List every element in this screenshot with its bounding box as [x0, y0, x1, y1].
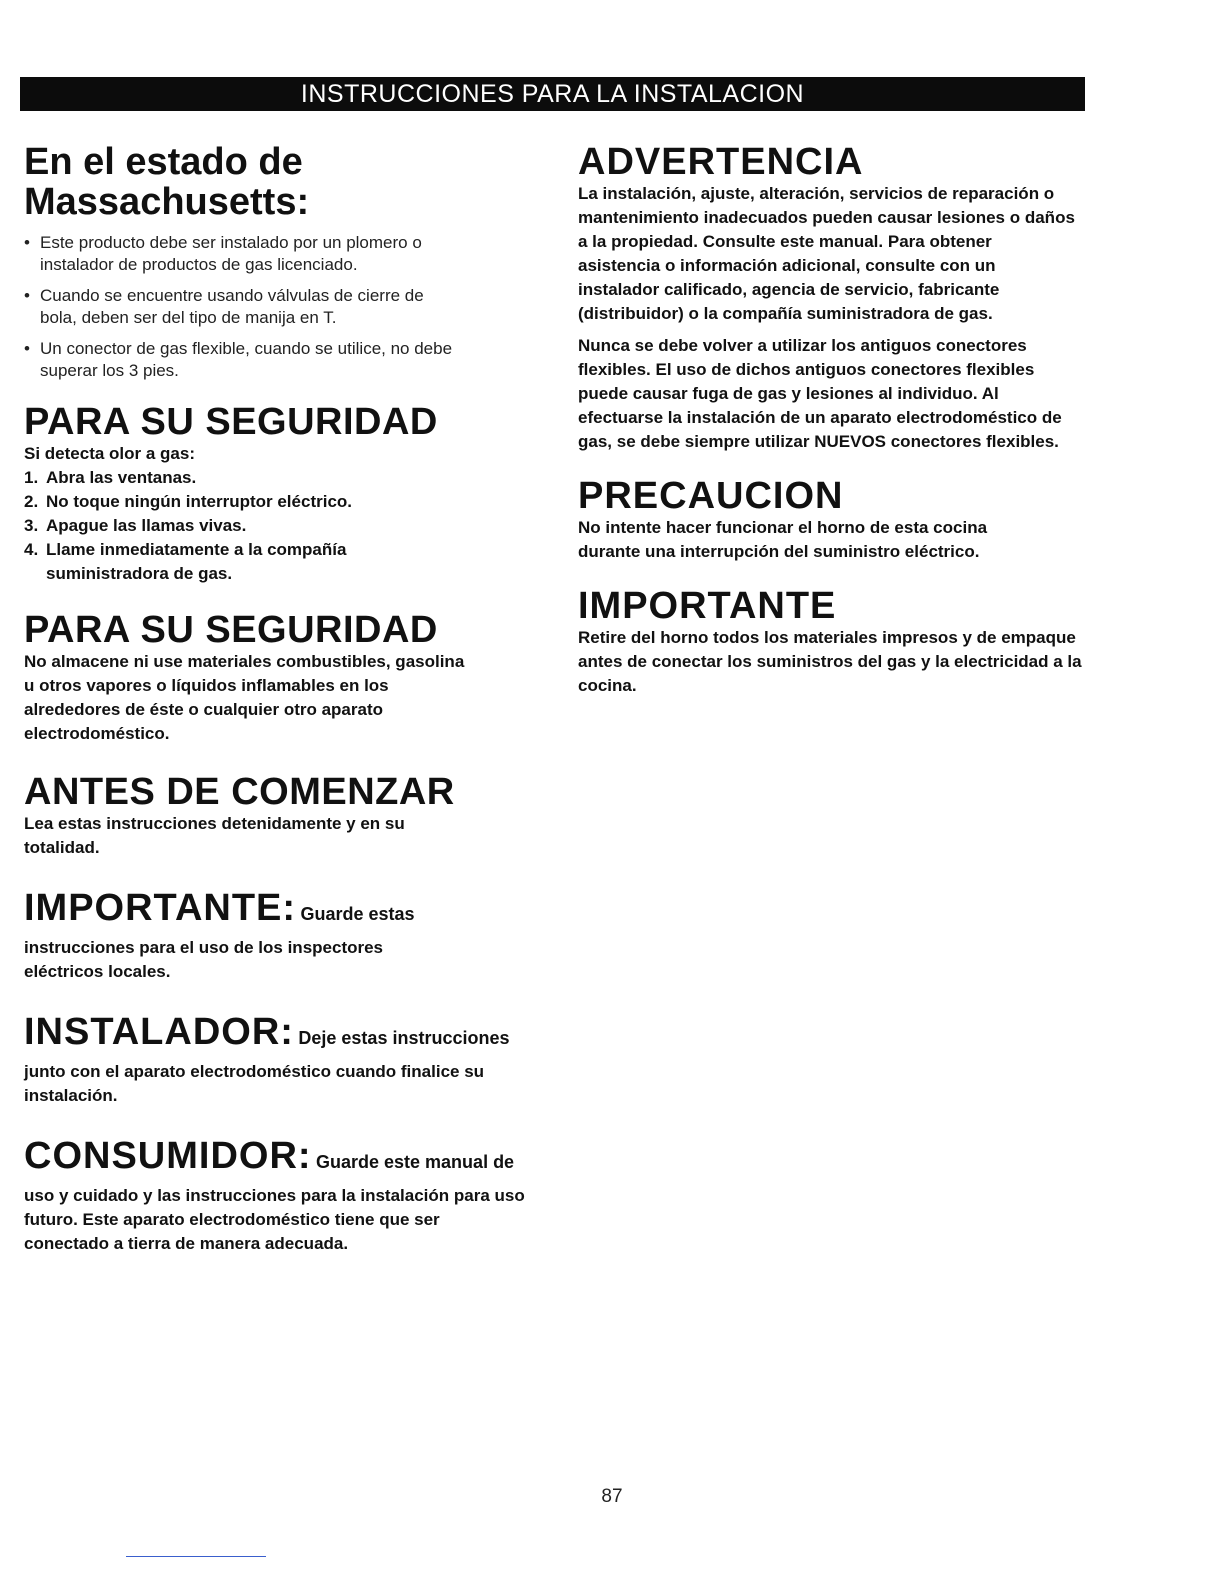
section-heading: IMPORTANTE: [578, 585, 837, 627]
importante-section: [578, 586, 1098, 698]
page-number: 87: [601, 1486, 623, 1507]
section-text: junto con el aparato electrodoméstico cuando finalice su instalación.: [24, 1062, 485, 1105]
massachusetts-section: [24, 142, 544, 382]
antes-section: [24, 772, 544, 860]
section-text: Lea estas instrucciones detenidamente y en su totalidad.: [24, 814, 405, 857]
left-column: [24, 138, 544, 1256]
list-item: 3. Apague las llamas vivas.: [24, 516, 247, 535]
list-item: • Cuando se encuentre usando válvulas de cierre de bola, deben ser del tipo de manija en T.: [24, 285, 464, 329]
footer-divider: [126, 1556, 266, 1557]
massachusetts-title: [24, 142, 544, 222]
section-intro: Si detecta olor a gas:: [24, 444, 195, 463]
seguridad-gas-section: [24, 402, 544, 586]
precaucion-section: [578, 476, 1098, 564]
consumidor-section: [24, 1136, 544, 1256]
instalador-section: [24, 1012, 544, 1108]
section-lead: Deje estas instrucciones: [298, 1028, 510, 1048]
section-heading: ANTES DE COMENZAR: [24, 771, 455, 813]
list-item: 2. No toque ningún interruptor eléctrico.: [24, 492, 352, 511]
section-text: instrucciones para el uso de los inspectores eléctricos locales.: [24, 938, 384, 981]
massachusetts-bullet-list: [24, 232, 464, 382]
section-heading: PARA SU SEGURIDAD: [24, 609, 438, 651]
right-column: [578, 138, 1098, 698]
section-text: uso y cuidado y las instrucciones para la instalación para uso futuro. Este aparato electrodoméstico tiene que ser conectado a tierra de manera adecuada.: [24, 1186, 525, 1253]
importante-guarde-section: [24, 888, 544, 984]
section-heading-line: [24, 888, 544, 936]
list-item: 4. Llame inmediatamente a la compañía suministradora de gas.: [24, 540, 347, 583]
section-heading: PRECAUCION: [578, 475, 844, 517]
section-text: No almacene ni use materiales combustibles, gasolina u otros vapores o líquidos inflamables en los alrededores de éste o cualquier otro aparato electrodoméstico.: [24, 652, 465, 743]
section-text: No intente hacer funcionar el horno de esta cocina durante una interrupción del suministro eléctrico.: [578, 518, 988, 561]
section-heading: IMPORTANTE:: [24, 887, 297, 929]
massachusetts-title-line2: Massachusetts:: [24, 181, 310, 223]
section-text: Nunca se debe volver a utilizar los antiguos conectores flexibles. El uso de dichos antiguos conectores flexibles puede causar fuga de gas y lesiones al individuo. Al efectuarse la instalación de un aparato electrodoméstico de gas, se debe siempre utilizar NUEVOS conectores flexibles.: [578, 336, 1062, 451]
list-item: • Este producto debe ser instalado por un plomero o instalador de productos de gas licenciado.: [24, 232, 464, 276]
section-lead: Guarde este manual de: [316, 1152, 515, 1172]
section-lead: Guarde estas: [300, 904, 415, 924]
gas-steps-list: [24, 466, 404, 586]
section-heading: PARA SU SEGURIDAD: [24, 401, 438, 443]
seguridad-combustibles-section: [24, 610, 544, 746]
section-heading-line: [24, 1012, 544, 1060]
section-heading: INSTALADOR:: [24, 1011, 294, 1053]
section-heading: ADVERTENCIA: [578, 141, 864, 183]
list-item: • Un conector de gas flexible, cuando se utilice, no debe superar los 3 pies.: [24, 338, 464, 382]
massachusetts-title-line1: En el estado de: [24, 141, 303, 183]
section-heading-line: [24, 1136, 544, 1184]
section-text: La instalación, ajuste, alteración, servicios de reparación o mantenimiento inadecuados pueden causar lesiones o daños a la propiedad. Consulte este manual. Para obtener asistencia o información adicional, consulte con un instalador calificado, agencia de servicio, fabricante (distribuidor) o la compañía suministradora de gas.: [578, 184, 1075, 323]
advertencia-section: [578, 142, 1098, 454]
section-banner: INSTRUCCIONES PARA LA INSTALACION: [20, 77, 1085, 111]
section-heading: CONSUMIDOR:: [24, 1135, 312, 1177]
list-item: 1. Abra las ventanas.: [24, 468, 197, 487]
section-text: Retire del horno todos los materiales impresos y de empaque antes de conectar los suministros del gas y la electricidad a la cocina.: [578, 628, 1082, 695]
